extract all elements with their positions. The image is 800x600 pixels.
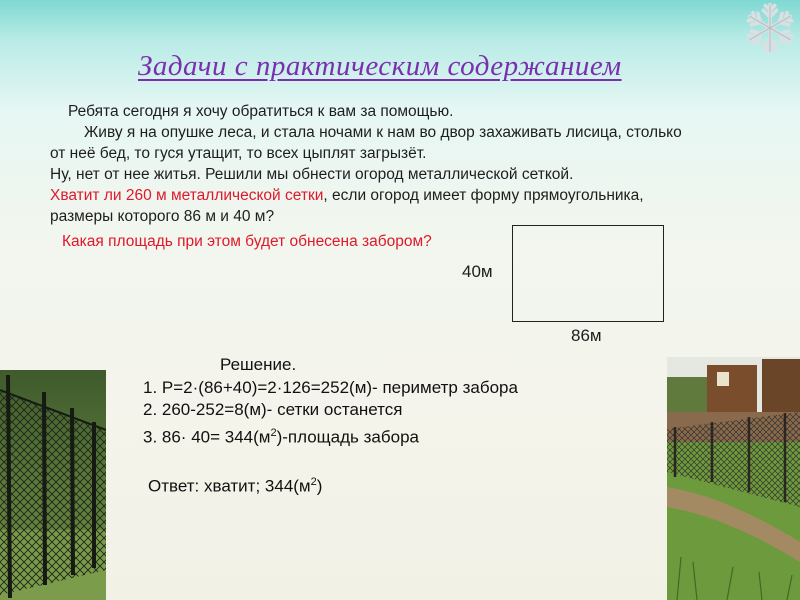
question-1 — [50, 185, 770, 206]
question-1-rest: , если огород имеет форму прямоугольника, — [323, 187, 644, 204]
answer-suffix: ) — [316, 476, 323, 496]
solution-step-2: 2. 260-252=8(м)- сетки останется — [143, 400, 403, 419]
question-2: Какая площадь при этом будет обнесена забором? — [62, 233, 432, 250]
problem-text — [50, 101, 770, 227]
step-3-suffix: )-площадь забора — [276, 427, 419, 447]
question-1-highlight: Хватит ли 260 м металлической сетки — [50, 187, 324, 204]
intro-line-2: Живу я на опушке леса, и стала ночами к нам во двор захаживать лисица, столько — [84, 124, 682, 141]
solution-step-3 — [143, 422, 518, 449]
fence-photo-left — [0, 370, 106, 600]
intro-line-1: Ребята сегодня я хочу обратиться к вам за помощью. — [68, 103, 454, 120]
intro-line-4: Ну, нет от нее житья. Решили мы обнести огород металлической сеткой. — [50, 166, 574, 183]
answer-exponent: 2 — [310, 476, 317, 488]
solution — [143, 354, 518, 449]
solution-step-1: 1. Р=2·(86+40)=2·126=252(м)- периметр забора — [143, 377, 518, 397]
width-label: 86м — [571, 326, 602, 345]
garden-rectangle — [512, 225, 664, 322]
snowflake-icon — [742, 0, 798, 56]
solution-heading: Решение. — [220, 355, 297, 374]
intro-line-3: от неё бед, то гуся утащит, то всех цыплят загрызёт. — [50, 145, 427, 162]
step-3-exponent: 2 — [270, 426, 277, 439]
fence-photo-right — [667, 357, 800, 600]
answer-text: Ответ: хватит; 344(м — [148, 476, 311, 496]
step-3-text: 3. 86· 40= 344(м — [143, 427, 271, 447]
slide-title: Задачи с практическим содержанием — [138, 50, 622, 82]
question-1-line-2: размеры которого 86 м и 40 м? — [50, 208, 275, 225]
answer — [148, 476, 322, 497]
height-label: 40м — [462, 262, 493, 281]
